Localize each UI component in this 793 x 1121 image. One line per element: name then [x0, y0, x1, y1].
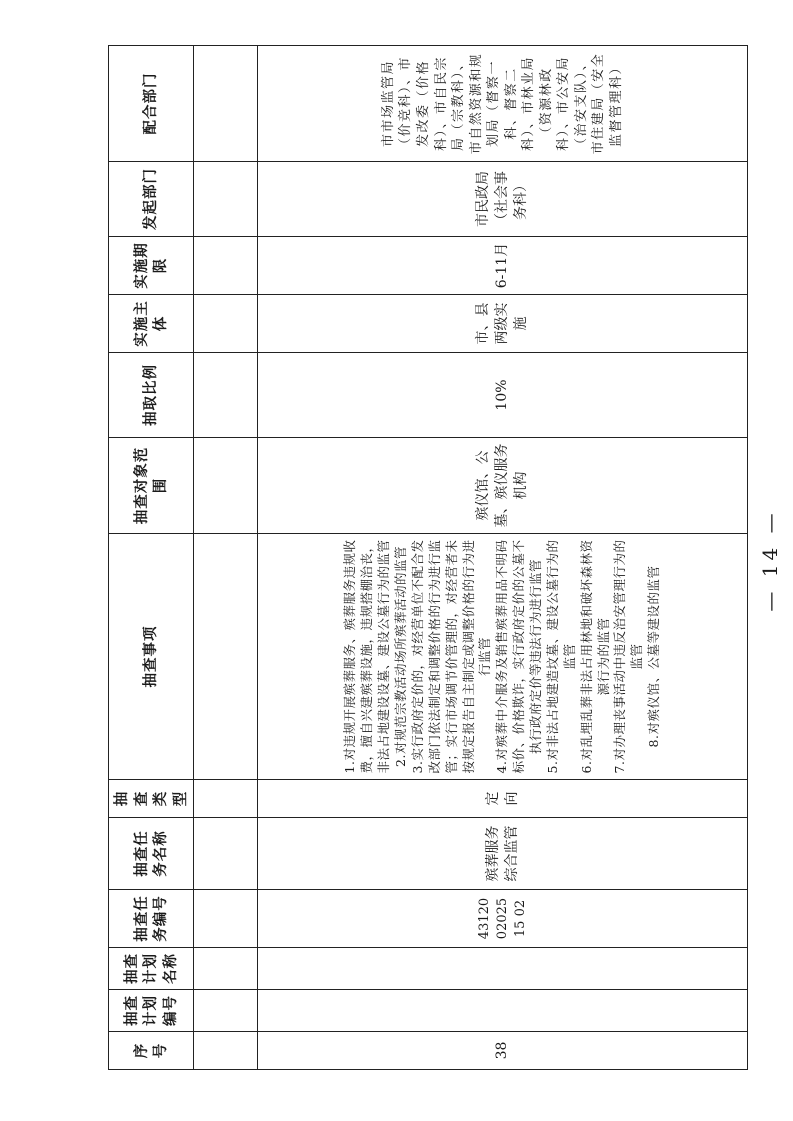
- cell-task-no: 431200202515 02: [258, 890, 748, 948]
- header-cooperating: 配合部门: [109, 46, 194, 162]
- header-period: 实施期限: [109, 237, 194, 295]
- header-task-no: 抽查任务编号: [109, 890, 194, 948]
- header-subject: 实施主体: [109, 295, 194, 353]
- cell-type: 定向: [258, 780, 748, 818]
- check-item-7: 7.对办理丧事活动中违反治安管理行为的监管: [612, 539, 645, 774]
- table-row: [258, 46, 748, 1070]
- cell-cooperating: 市市场监管局（价竞科）、市发改委（价格科）、市自民宗局（宗教科）、市自然资源和规划局（督察一科、督察二科）、市林业局（资源林政科）、市公安局（治安支队）、市住建局（安全监督管理科）: [258, 46, 748, 162]
- header-seq: 序号: [109, 1032, 194, 1070]
- check-item-6: 6.对乱埋乱葬非法占用林地和破坏森林资源行为的监管: [578, 539, 611, 774]
- check-item-1: 1.对违规开展殡葬服务、殡葬服务违规收费，擅自兴建殡葬设施，违规搭棚治丧，非法占地建设设墓、建设公墓行为的监管: [342, 539, 392, 774]
- cell-target: 殡仪馆、公墓、殡仪服务机构: [258, 438, 748, 534]
- header-plan-name: 抽查计划名称: [109, 948, 194, 990]
- cell-plan-no: [258, 990, 748, 1032]
- cell-items: [258, 534, 748, 780]
- check-item-4: 4.对殡葬中介服务及销售殡葬用品不明码标价、价格欺诈，实行政府定价的公墓不执行政府定价等违法行为进行监管: [494, 539, 544, 774]
- check-item-3: 3.实行政府定价的，对经营单位不配合发改部门依法制定和调整价格的行为进行监管；实行市场调节价管理的，对经营者未按规定报告自主制定或调整价格的行为进行监管: [409, 539, 493, 774]
- cell-ratio: 10%: [258, 353, 748, 438]
- cell-seq: 38: [258, 1032, 748, 1070]
- spot-check-table: [108, 45, 748, 1070]
- table-header-row: [109, 46, 194, 1070]
- header-items: 抽查事项: [109, 534, 194, 780]
- header-plan-no: 抽查计划编号: [109, 990, 194, 1032]
- header-type: 抽查类型: [109, 780, 194, 818]
- cell-task-name: 殡葬服务综合监管: [258, 818, 748, 890]
- cell-initiator: 市民政局（社会事务科）: [258, 162, 748, 237]
- page-number: — 14 —: [758, 509, 782, 612]
- header-task-name: 抽查任务名称: [109, 818, 194, 890]
- header-initiator: 发起部门: [109, 162, 194, 237]
- header-target: 抽查对象范围: [109, 438, 194, 534]
- blank-row: [194, 46, 258, 1070]
- check-item-2: 2.对规范宗教活动场所殡葬活动的监管: [393, 546, 409, 767]
- cell-plan-name: [258, 948, 748, 990]
- cell-period: 6-11月: [258, 237, 748, 295]
- check-item-5: 5.对非法占地建造坟墓、建设公墓行为的监管: [544, 539, 577, 774]
- check-item-8: 8.对殡仪馆、公墓等建设的监管: [646, 565, 662, 748]
- cell-subject: 市、县两级实施: [258, 295, 748, 353]
- header-ratio: 抽取比例: [109, 353, 194, 438]
